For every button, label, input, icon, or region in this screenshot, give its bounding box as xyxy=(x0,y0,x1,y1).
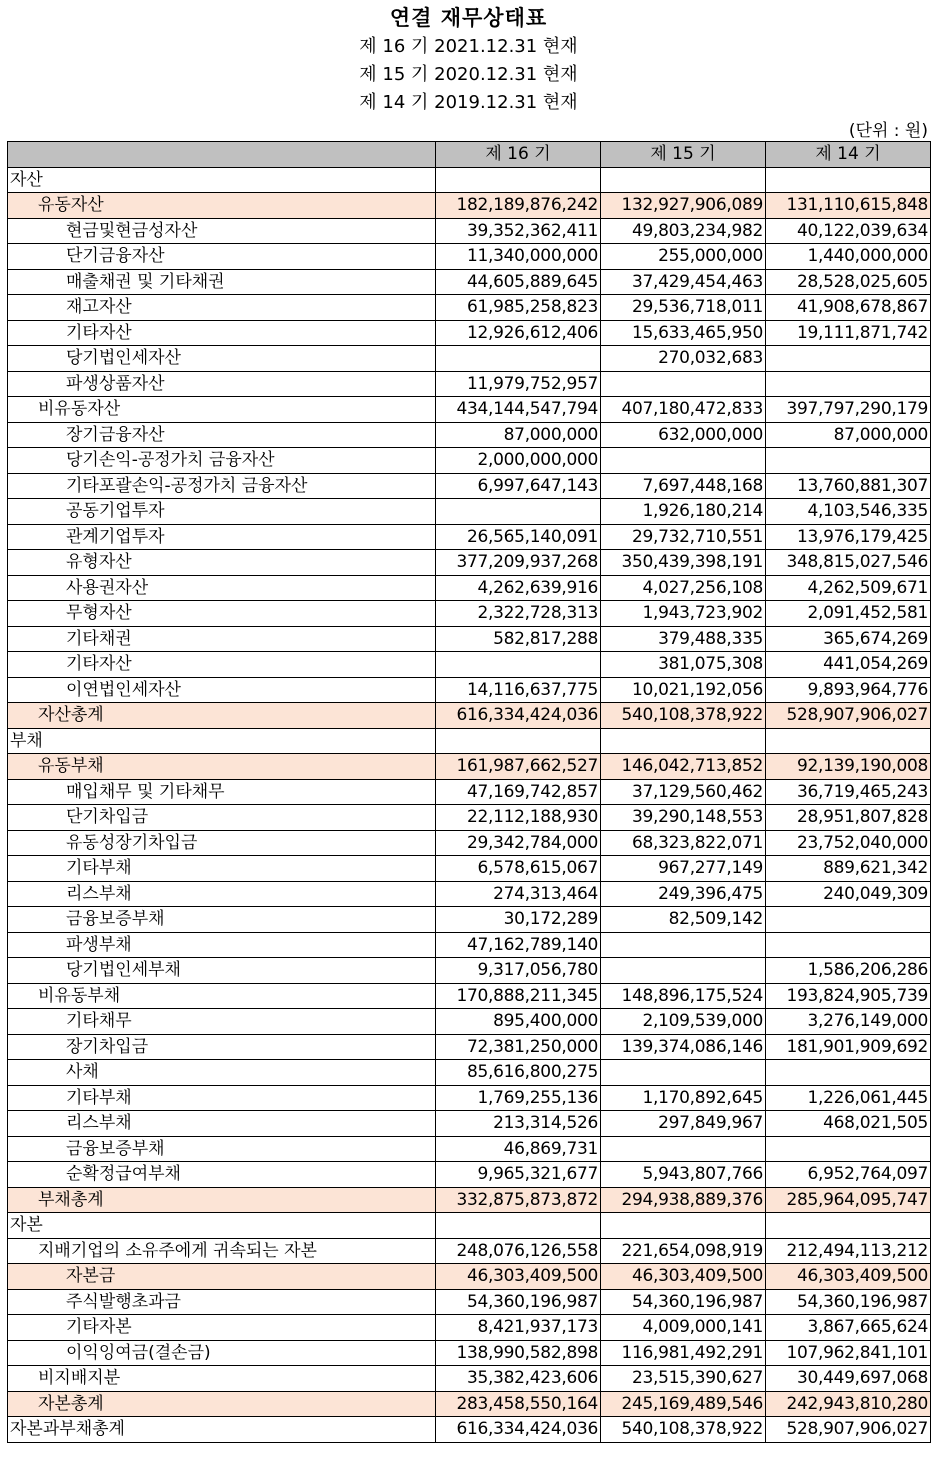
value-cell-period-15: 139,374,086,146 xyxy=(601,1034,766,1060)
table-row xyxy=(8,728,931,754)
row-label: 재고자산 xyxy=(8,295,436,321)
value-cell-period-15: 1,926,180,214 xyxy=(601,499,766,525)
value-cell-period-16: 46,869,731 xyxy=(436,1136,601,1162)
value-cell-period-14: 30,449,697,068 xyxy=(766,1366,931,1392)
value-cell-period-14: 397,797,290,179 xyxy=(766,397,931,423)
value-cell-period-15: 82,509,142 xyxy=(601,907,766,933)
value-cell-period-15: 37,429,454,463 xyxy=(601,269,766,295)
value-cell-period-15: 294,938,889,376 xyxy=(601,1187,766,1213)
row-label: 자본과부채총계 xyxy=(8,1417,436,1443)
value-cell-period-14: 13,760,881,307 xyxy=(766,473,931,499)
table-row xyxy=(8,1417,931,1443)
value-cell-period-16: 85,616,800,275 xyxy=(436,1060,601,1086)
row-label: 단기금융자산 xyxy=(8,244,436,270)
value-cell-period-16 xyxy=(436,499,601,525)
value-cell-period-16: 616,334,424,036 xyxy=(436,1417,601,1443)
value-cell-period-14: 441,054,269 xyxy=(766,652,931,678)
value-cell-period-15: 297,849,967 xyxy=(601,1111,766,1137)
value-cell-period-15: 407,180,472,833 xyxy=(601,397,766,423)
row-label: 순확정급여부채 xyxy=(8,1162,436,1188)
table-row xyxy=(8,218,931,244)
value-cell-period-15 xyxy=(601,371,766,397)
value-cell-period-14: 1,440,000,000 xyxy=(766,244,931,270)
row-label: 기타채권 xyxy=(8,626,436,652)
value-cell-period-14: 468,021,505 xyxy=(766,1111,931,1137)
value-cell-period-16: 30,172,289 xyxy=(436,907,601,933)
table-row xyxy=(8,1315,931,1341)
table-row xyxy=(8,448,931,474)
row-label: 주식발행초과금 xyxy=(8,1289,436,1315)
value-cell-period-15: 7,697,448,168 xyxy=(601,473,766,499)
table-row xyxy=(8,1034,931,1060)
table-row xyxy=(8,1340,931,1366)
value-cell-period-16 xyxy=(436,346,601,372)
value-cell-period-15: 540,108,378,922 xyxy=(601,1417,766,1443)
value-cell-period-14: 92,139,190,008 xyxy=(766,754,931,780)
balance-sheet-table xyxy=(7,141,931,1443)
row-label: 파생부채 xyxy=(8,932,436,958)
value-cell-period-14 xyxy=(766,932,931,958)
value-cell-period-16: 29,342,784,000 xyxy=(436,830,601,856)
value-cell-period-16: 14,116,637,775 xyxy=(436,677,601,703)
table-row xyxy=(8,269,931,295)
document-title: 연결 재무상태표 xyxy=(389,6,548,30)
table-row xyxy=(8,703,931,729)
row-label: 유동부채 xyxy=(8,754,436,780)
value-cell-period-15 xyxy=(601,932,766,958)
value-cell-period-15: 350,439,398,191 xyxy=(601,550,766,576)
value-cell-period-14: 131,110,615,848 xyxy=(766,193,931,219)
value-cell-period-15: 132,927,906,089 xyxy=(601,193,766,219)
value-cell-period-15: 37,129,560,462 xyxy=(601,779,766,805)
value-cell-period-16: 6,997,647,143 xyxy=(436,473,601,499)
value-cell-period-16: 377,209,937,268 xyxy=(436,550,601,576)
table-row xyxy=(8,422,931,448)
value-cell-period-15: 632,000,000 xyxy=(601,422,766,448)
table-row xyxy=(8,1213,931,1239)
value-cell-period-16: 12,926,612,406 xyxy=(436,320,601,346)
value-cell-period-16: 4,262,639,916 xyxy=(436,575,601,601)
value-cell-period-16: 582,817,288 xyxy=(436,626,601,652)
table-row xyxy=(8,499,931,525)
unit-label: (단위 : 원) xyxy=(848,121,928,141)
row-label: 자산총계 xyxy=(8,703,436,729)
row-label: 부채 xyxy=(8,728,436,754)
value-cell-period-16: 1,769,255,136 xyxy=(436,1085,601,1111)
value-cell-period-16 xyxy=(436,167,601,193)
row-label: 당기손익-공정가치 금융자산 xyxy=(8,448,436,474)
value-cell-period-14: 46,303,409,500 xyxy=(766,1264,931,1290)
row-label: 금융보증부채 xyxy=(8,907,436,933)
value-cell-period-16: 248,076,126,558 xyxy=(436,1238,601,1264)
value-cell-period-14: 4,103,546,335 xyxy=(766,499,931,525)
value-cell-period-15: 4,009,000,141 xyxy=(601,1315,766,1341)
value-cell-period-14 xyxy=(766,346,931,372)
value-cell-period-14: 181,901,909,692 xyxy=(766,1034,931,1060)
value-cell-period-16: 434,144,547,794 xyxy=(436,397,601,423)
table-row xyxy=(8,754,931,780)
value-cell-period-15: 381,075,308 xyxy=(601,652,766,678)
value-cell-period-16: 182,189,876,242 xyxy=(436,193,601,219)
value-cell-period-14: 212,494,113,212 xyxy=(766,1238,931,1264)
value-cell-period-14: 6,952,764,097 xyxy=(766,1162,931,1188)
value-cell-period-15 xyxy=(601,728,766,754)
value-cell-period-14: 3,867,665,624 xyxy=(766,1315,931,1341)
table-row xyxy=(8,601,931,627)
table-row xyxy=(8,244,931,270)
value-cell-period-16: 26,565,140,091 xyxy=(436,524,601,550)
value-cell-period-14 xyxy=(766,1136,931,1162)
row-label: 비지배지분 xyxy=(8,1366,436,1392)
value-cell-period-14: 87,000,000 xyxy=(766,422,931,448)
value-cell-period-15: 10,021,192,056 xyxy=(601,677,766,703)
value-cell-period-15: 255,000,000 xyxy=(601,244,766,270)
value-cell-period-16: 22,112,188,930 xyxy=(436,805,601,831)
value-cell-period-14: 54,360,196,987 xyxy=(766,1289,931,1315)
value-cell-period-16 xyxy=(436,1213,601,1239)
row-label: 지배기업의 소유주에게 귀속되는 자본 xyxy=(8,1238,436,1264)
value-cell-period-16: 61,985,258,823 xyxy=(436,295,601,321)
row-label: 현금및현금성자산 xyxy=(8,218,436,244)
table-row xyxy=(8,805,931,831)
value-cell-period-14: 23,752,040,000 xyxy=(766,830,931,856)
table-row xyxy=(8,626,931,652)
value-cell-period-14: 9,893,964,776 xyxy=(766,677,931,703)
value-cell-period-15: 221,654,098,919 xyxy=(601,1238,766,1264)
header-row xyxy=(8,142,931,168)
value-cell-period-15: 39,290,148,553 xyxy=(601,805,766,831)
table-row xyxy=(8,1289,931,1315)
value-cell-period-16: 213,314,526 xyxy=(436,1111,601,1137)
value-cell-period-15: 29,732,710,551 xyxy=(601,524,766,550)
table-row xyxy=(8,779,931,805)
row-label: 이연법인세자산 xyxy=(8,677,436,703)
value-cell-period-14: 365,674,269 xyxy=(766,626,931,652)
value-cell-period-16: 35,382,423,606 xyxy=(436,1366,601,1392)
row-label: 매출채권 및 기타채권 xyxy=(8,269,436,295)
table-row xyxy=(8,983,931,1009)
table-row xyxy=(8,1009,931,1035)
value-cell-period-15 xyxy=(601,167,766,193)
table-row xyxy=(8,371,931,397)
value-cell-period-15: 379,488,335 xyxy=(601,626,766,652)
value-cell-period-15: 148,896,175,524 xyxy=(601,983,766,1009)
value-cell-period-15: 967,277,149 xyxy=(601,856,766,882)
value-cell-period-16: 6,578,615,067 xyxy=(436,856,601,882)
value-cell-period-14: 19,111,871,742 xyxy=(766,320,931,346)
value-cell-period-14: 28,951,807,828 xyxy=(766,805,931,831)
header-period-14: 제 14 기 xyxy=(766,142,931,168)
period-15: 제 15 기 2020.12.31 현재 xyxy=(359,64,578,85)
table-row xyxy=(8,1366,931,1392)
row-label: 자본금 xyxy=(8,1264,436,1290)
row-label: 부채총계 xyxy=(8,1187,436,1213)
row-label: 금융보증부채 xyxy=(8,1136,436,1162)
value-cell-period-16: 274,313,464 xyxy=(436,881,601,907)
value-cell-period-16: 170,888,211,345 xyxy=(436,983,601,1009)
table-row xyxy=(8,652,931,678)
header-label xyxy=(8,142,436,168)
value-cell-period-15: 46,303,409,500 xyxy=(601,1264,766,1290)
table-row xyxy=(8,1187,931,1213)
value-cell-period-16: 9,965,321,677 xyxy=(436,1162,601,1188)
table-row xyxy=(8,881,931,907)
value-cell-period-14: 889,621,342 xyxy=(766,856,931,882)
value-cell-period-16: 11,979,752,957 xyxy=(436,371,601,397)
value-cell-period-16: 9,317,056,780 xyxy=(436,958,601,984)
value-cell-period-14: 41,908,678,867 xyxy=(766,295,931,321)
value-cell-period-15: 4,027,256,108 xyxy=(601,575,766,601)
row-label: 유동자산 xyxy=(8,193,436,219)
value-cell-period-14: 13,976,179,425 xyxy=(766,524,931,550)
row-label: 사채 xyxy=(8,1060,436,1086)
header-period-15: 제 15 기 xyxy=(601,142,766,168)
row-label: 기타채무 xyxy=(8,1009,436,1035)
table-row xyxy=(8,1111,931,1137)
row-label: 관계기업투자 xyxy=(8,524,436,550)
row-label: 파생상품자산 xyxy=(8,371,436,397)
table-row xyxy=(8,524,931,550)
row-label: 단기차입금 xyxy=(8,805,436,831)
row-label: 매입채무 및 기타채무 xyxy=(8,779,436,805)
row-label: 이익잉여금(결손금) xyxy=(8,1340,436,1366)
row-label: 리스부채 xyxy=(8,1111,436,1137)
value-cell-period-16: 2,000,000,000 xyxy=(436,448,601,474)
row-label: 사용권자산 xyxy=(8,575,436,601)
row-label: 기타자본 xyxy=(8,1315,436,1341)
value-cell-period-15 xyxy=(601,1136,766,1162)
value-cell-period-14 xyxy=(766,907,931,933)
value-cell-period-16: 8,421,937,173 xyxy=(436,1315,601,1341)
row-label: 장기금융자산 xyxy=(8,422,436,448)
value-cell-period-16: 332,875,873,872 xyxy=(436,1187,601,1213)
value-cell-period-15 xyxy=(601,958,766,984)
value-cell-period-14: 1,586,206,286 xyxy=(766,958,931,984)
row-label: 자본 xyxy=(8,1213,436,1239)
value-cell-period-16: 616,334,424,036 xyxy=(436,703,601,729)
value-cell-period-15: 23,515,390,627 xyxy=(601,1366,766,1392)
value-cell-period-14: 3,276,149,000 xyxy=(766,1009,931,1035)
value-cell-period-16: 54,360,196,987 xyxy=(436,1289,601,1315)
value-cell-period-14 xyxy=(766,1213,931,1239)
value-cell-period-15: 29,536,718,011 xyxy=(601,295,766,321)
value-cell-period-15: 245,169,489,546 xyxy=(601,1391,766,1417)
value-cell-period-15: 54,360,196,987 xyxy=(601,1289,766,1315)
row-label: 자산 xyxy=(8,167,436,193)
row-label: 장기차입금 xyxy=(8,1034,436,1060)
table-row xyxy=(8,473,931,499)
value-cell-period-16: 2,322,728,313 xyxy=(436,601,601,627)
row-label: 기타포괄손익-공정가치 금융자산 xyxy=(8,473,436,499)
value-cell-period-14: 242,943,810,280 xyxy=(766,1391,931,1417)
table-body xyxy=(8,167,931,1442)
row-label: 공동기업투자 xyxy=(8,499,436,525)
row-label: 기타부채 xyxy=(8,1085,436,1111)
row-label: 리스부채 xyxy=(8,881,436,907)
value-cell-period-15 xyxy=(601,448,766,474)
value-cell-period-14: 107,962,841,101 xyxy=(766,1340,931,1366)
value-cell-period-14 xyxy=(766,1060,931,1086)
row-label: 기타자산 xyxy=(8,652,436,678)
table-row xyxy=(8,1136,931,1162)
value-cell-period-16: 44,605,889,645 xyxy=(436,269,601,295)
table-row xyxy=(8,830,931,856)
value-cell-period-14: 40,122,039,634 xyxy=(766,218,931,244)
row-label: 당기법인세부채 xyxy=(8,958,436,984)
row-label: 자본총계 xyxy=(8,1391,436,1417)
value-cell-period-16: 283,458,550,164 xyxy=(436,1391,601,1417)
value-cell-period-15: 68,323,822,071 xyxy=(601,830,766,856)
value-cell-period-15: 49,803,234,982 xyxy=(601,218,766,244)
value-cell-period-15: 146,042,713,852 xyxy=(601,754,766,780)
period-16: 제 16 기 2021.12.31 현재 xyxy=(359,36,578,57)
value-cell-period-14: 36,719,465,243 xyxy=(766,779,931,805)
table-row xyxy=(8,295,931,321)
row-label: 유동성장기차입금 xyxy=(8,830,436,856)
value-cell-period-16: 895,400,000 xyxy=(436,1009,601,1035)
table-row xyxy=(8,856,931,882)
table-row xyxy=(8,677,931,703)
value-cell-period-16: 87,000,000 xyxy=(436,422,601,448)
value-cell-period-16: 72,381,250,000 xyxy=(436,1034,601,1060)
value-cell-period-14: 528,907,906,027 xyxy=(766,1417,931,1443)
value-cell-period-14: 2,091,452,581 xyxy=(766,601,931,627)
value-cell-period-14: 28,528,025,605 xyxy=(766,269,931,295)
value-cell-period-15 xyxy=(601,1213,766,1239)
value-cell-period-14: 285,964,095,747 xyxy=(766,1187,931,1213)
value-cell-period-15: 1,170,892,645 xyxy=(601,1085,766,1111)
value-cell-period-15: 5,943,807,766 xyxy=(601,1162,766,1188)
value-cell-period-16 xyxy=(436,652,601,678)
table-row xyxy=(8,1162,931,1188)
value-cell-period-15: 15,633,465,950 xyxy=(601,320,766,346)
table-row xyxy=(8,1060,931,1086)
value-cell-period-16 xyxy=(436,728,601,754)
value-cell-period-14 xyxy=(766,167,931,193)
value-cell-period-14: 4,262,509,671 xyxy=(766,575,931,601)
table-row xyxy=(8,550,931,576)
table-row xyxy=(8,397,931,423)
table-row xyxy=(8,1085,931,1111)
value-cell-period-15 xyxy=(601,1060,766,1086)
table-row xyxy=(8,193,931,219)
value-cell-period-16: 138,990,582,898 xyxy=(436,1340,601,1366)
value-cell-period-15: 1,943,723,902 xyxy=(601,601,766,627)
value-cell-period-15: 116,981,492,291 xyxy=(601,1340,766,1366)
value-cell-period-14 xyxy=(766,448,931,474)
value-cell-period-16: 161,987,662,527 xyxy=(436,754,601,780)
value-cell-period-16: 46,303,409,500 xyxy=(436,1264,601,1290)
row-label: 비유동자산 xyxy=(8,397,436,423)
header-period-16: 제 16 기 xyxy=(436,142,601,168)
row-label: 당기법인세자산 xyxy=(8,346,436,372)
value-cell-period-16: 11,340,000,000 xyxy=(436,244,601,270)
table-row xyxy=(8,346,931,372)
value-cell-period-14 xyxy=(766,728,931,754)
row-label: 무형자산 xyxy=(8,601,436,627)
value-cell-period-14: 240,049,309 xyxy=(766,881,931,907)
value-cell-period-16: 47,169,742,857 xyxy=(436,779,601,805)
value-cell-period-14 xyxy=(766,371,931,397)
value-cell-period-15: 540,108,378,922 xyxy=(601,703,766,729)
row-label: 기타자산 xyxy=(8,320,436,346)
row-label: 비유동부채 xyxy=(8,983,436,1009)
table-row xyxy=(8,167,931,193)
value-cell-period-15: 2,109,539,000 xyxy=(601,1009,766,1035)
value-cell-period-14: 193,824,905,739 xyxy=(766,983,931,1009)
table-row xyxy=(8,958,931,984)
row-label: 유형자산 xyxy=(8,550,436,576)
value-cell-period-14: 1,226,061,445 xyxy=(766,1085,931,1111)
value-cell-period-15: 270,032,683 xyxy=(601,346,766,372)
value-cell-period-14: 528,907,906,027 xyxy=(766,703,931,729)
value-cell-period-15: 249,396,475 xyxy=(601,881,766,907)
table-row xyxy=(8,575,931,601)
value-cell-period-16: 39,352,362,411 xyxy=(436,218,601,244)
period-14: 제 14 기 2019.12.31 현재 xyxy=(359,92,578,113)
table-row xyxy=(8,932,931,958)
table-row xyxy=(8,1391,931,1417)
table-row xyxy=(8,907,931,933)
row-label: 기타부채 xyxy=(8,856,436,882)
table-row xyxy=(8,1238,931,1264)
table-row xyxy=(8,320,931,346)
table-row xyxy=(8,1264,931,1290)
value-cell-period-16: 47,162,789,140 xyxy=(436,932,601,958)
value-cell-period-14: 348,815,027,546 xyxy=(766,550,931,576)
